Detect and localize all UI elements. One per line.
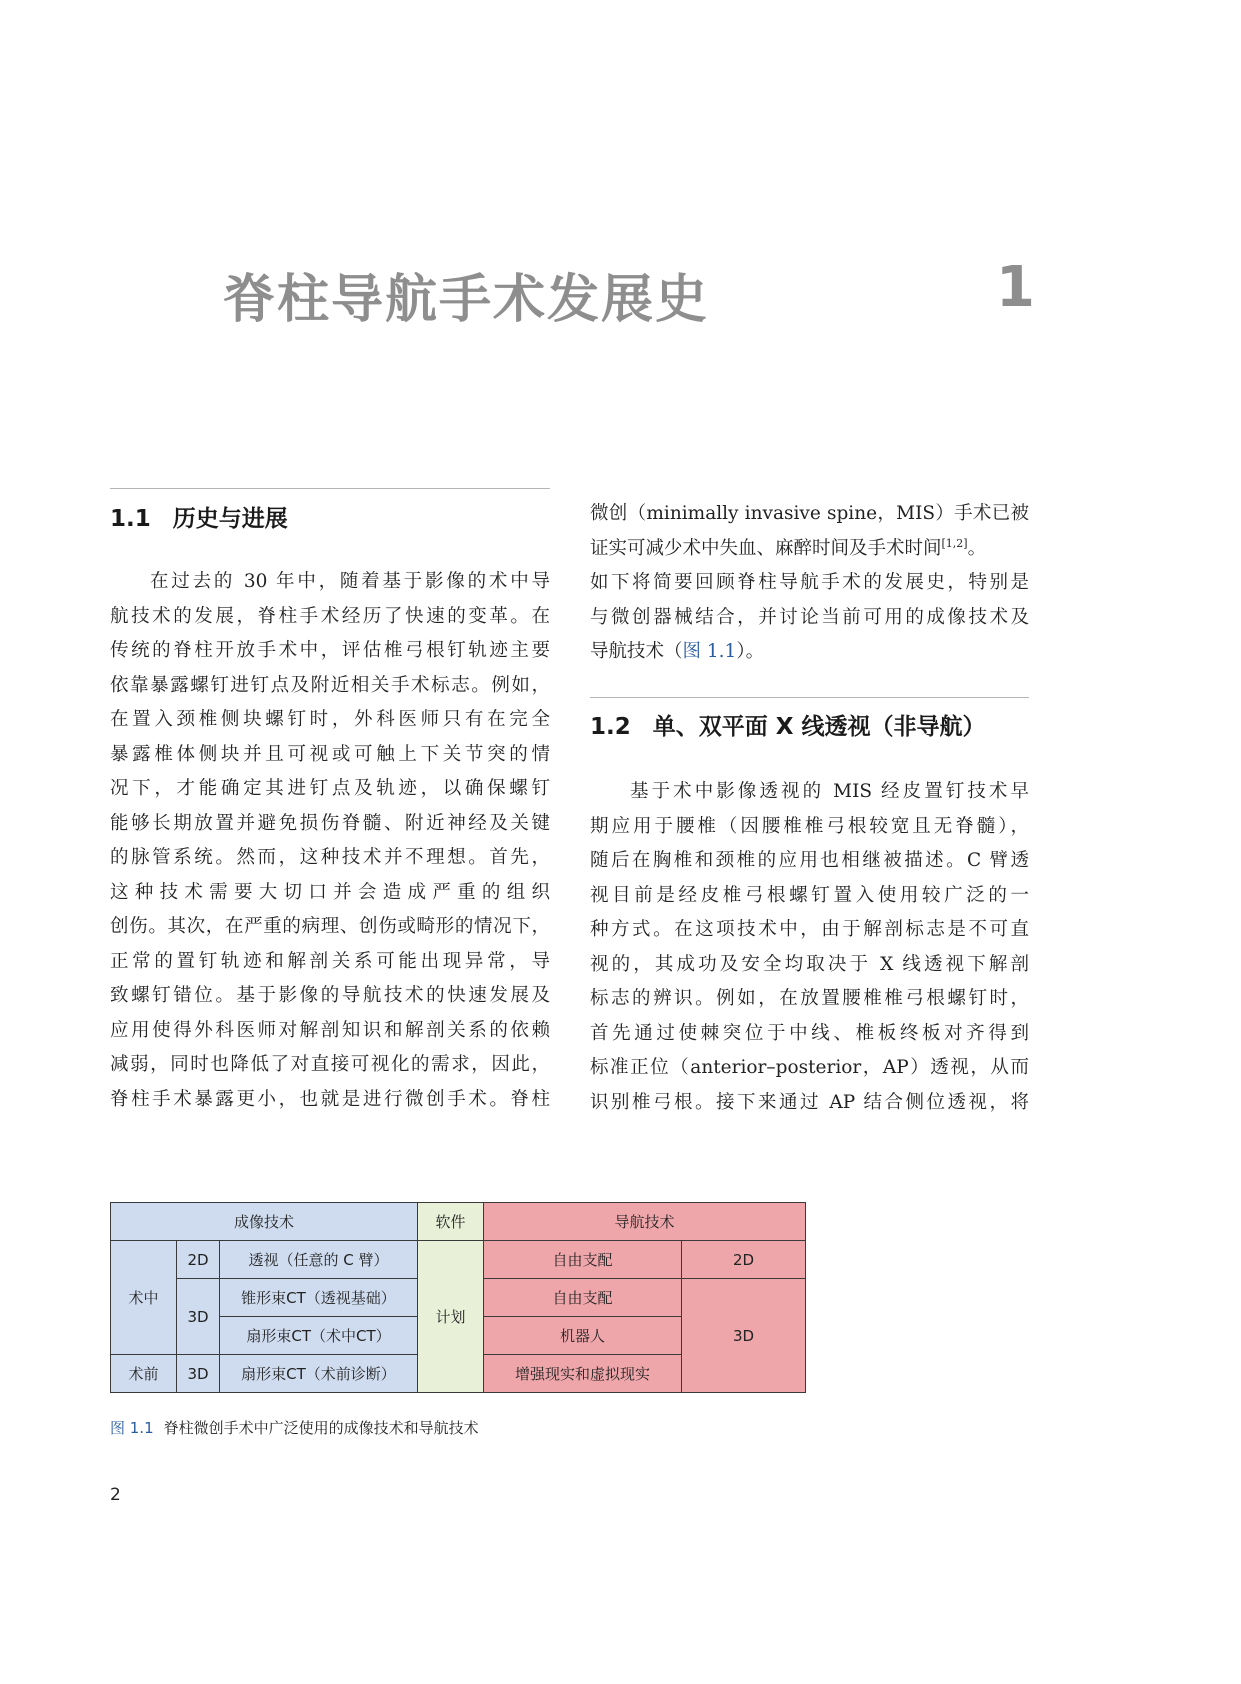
figure-caption-text: 脊柱微创手术中广泛使用的成像技术和导航技术 — [163, 1419, 479, 1437]
navigation-dimension-cell: 2D — [682, 1241, 806, 1279]
header-software: 软件 — [418, 1203, 484, 1241]
text-line: 能够长期放置并避免损伤脊髓、附近神经及关键 — [110, 812, 550, 834]
text-line: 标志的辨识。例如，在放置腰椎椎弓根螺钉时， — [590, 988, 1029, 1009]
section-heading-1-1 — [110, 500, 288, 533]
citation: [1,2] — [941, 536, 968, 550]
text-line: 传统的脊柱开放手术中，评估椎弓根钉轨迹主要 — [110, 640, 550, 661]
chapter-number: 1 — [996, 255, 1035, 320]
text-line: 暴露椎体侧块并且可视或可触上下关节突的情 — [110, 743, 550, 765]
section-divider — [110, 488, 550, 489]
row-label-intraop: 术中 — [111, 1241, 177, 1355]
navigation-dimension-cell: 3D — [682, 1279, 806, 1393]
figure-table — [110, 1202, 806, 1393]
navigation-cell: 自由支配 — [484, 1241, 682, 1279]
text-line: 识别椎弓根。接下来通过 AP 结合侧位透视，将 — [590, 1091, 1029, 1113]
section-title: 单、双平面 X 线透视（非导航） — [652, 714, 986, 740]
text-line: 微创（minimally invasive spine，MIS）手术已被 — [590, 503, 1029, 524]
figure-caption — [110, 1417, 479, 1438]
figure-caption-label: 图 1.1 — [110, 1419, 154, 1437]
text-line: 基于术中影像透视的 MIS 经皮置钉技术早 — [630, 781, 1029, 802]
text-fragment: 导航技术（ — [590, 641, 683, 662]
text-line — [590, 635, 1029, 670]
section-heading-1-2 — [590, 708, 986, 741]
section-number: 1.1 — [110, 506, 151, 532]
figure-reference-link[interactable]: 图 1.1 — [682, 641, 737, 662]
dimension-cell: 3D — [177, 1279, 220, 1355]
text-fragment: ）。 — [736, 641, 765, 662]
text-line: 正常的置钉轨迹和解剖关系可能出现异常，导 — [110, 950, 550, 972]
text-fragment: 证实可减少术中失血、麻醉时间及手术时间 — [590, 537, 942, 559]
text-line: 依靠暴露螺钉进钉点及附近相关手术标志。例如， — [110, 674, 550, 696]
text-line: 视目前是经皮椎弓根螺钉置入使用较广泛的一 — [590, 884, 1029, 906]
page-number: 2 — [110, 1485, 121, 1505]
text-line: 在过去的 30 年中，随着基于影像的术中导 — [150, 571, 550, 592]
text-line: 与微创器械结合，并讨论当前可用的成像技术及 — [590, 606, 1029, 628]
imaging-cell: 透视（任意的 C 臂） — [220, 1241, 418, 1279]
text-line: 随后在胸椎和颈椎的应用也相继被描述。C 臂透 — [590, 850, 1029, 871]
text-line: 脊柱手术暴露更小，也就是进行微创手术。脊柱 — [110, 1088, 550, 1110]
navigation-cell: 机器人 — [484, 1317, 682, 1355]
section-divider — [590, 697, 1029, 698]
chapter-title: 脊柱导航手术发展史 — [223, 270, 710, 330]
body-text-right — [590, 775, 1029, 1120]
text-line: 标准正位（anterior–posterior，AP）透视，从而 — [590, 1057, 1029, 1078]
text-line: 视的，其成功及安全均取决于 X 线透视下解剖 — [590, 953, 1029, 975]
body-text-left — [110, 565, 550, 1117]
text-line: 首先通过使棘突位于中线、椎板终板对齐得到 — [590, 1022, 1029, 1044]
dimension-cell: 2D — [177, 1241, 220, 1279]
header-imaging: 成像技术 — [111, 1203, 418, 1241]
navigation-cell: 自由支配 — [484, 1279, 682, 1317]
text-fragment: 。 — [967, 537, 987, 559]
text-line: 减弱，同时也降低了对直接可视化的需求，因此， — [110, 1054, 550, 1075]
header-navigation: 导航技术 — [484, 1203, 806, 1241]
text-line: 这种技术需要大切口并会造成严重的组织 — [110, 881, 550, 903]
text-line: 航技术的发展，脊柱手术经历了快速的变革。在 — [110, 605, 550, 627]
imaging-cell: 扇形束CT（术前诊断） — [220, 1355, 418, 1393]
body-text-right-top — [590, 497, 1029, 670]
text-line: 创伤。其次，在严重的病理、创伤或畸形的情况下， — [110, 916, 550, 937]
dimension-cell: 3D — [177, 1355, 220, 1393]
text-line: 如下将简要回顾脊柱导航手术的发展史，特别是 — [590, 572, 1029, 593]
imaging-cell: 扇形束CT（术中CT） — [220, 1317, 418, 1355]
text-line: 期应用于腰椎（因腰椎椎弓根较宽且无脊髓）， — [590, 815, 1029, 837]
text-line: 况下，才能确定其进钉点及轨迹，以确保螺钉 — [110, 778, 550, 799]
text-line — [590, 532, 1029, 567]
text-line: 种方式。在这项技术中，由于解剖标志是不可直 — [590, 919, 1029, 940]
software-cell: 计划 — [418, 1241, 484, 1393]
imaging-cell: 锥形束CT（透视基础） — [220, 1279, 418, 1317]
text-line: 在置入颈椎侧块螺钉时，外科医师只有在完全 — [110, 709, 550, 730]
section-number: 1.2 — [590, 714, 631, 740]
text-line: 应用使得外科医师对解剖知识和解剖关系的依赖 — [110, 1019, 550, 1041]
section-title: 历史与进展 — [172, 506, 288, 532]
text-line: 致螺钉错位。基于影像的导航技术的快速发展及 — [110, 985, 550, 1006]
text-line: 的脉管系统。然而，这种技术并不理想。首先， — [110, 847, 550, 868]
row-label-preop: 术前 — [111, 1355, 177, 1393]
navigation-cell: 增强现实和虚拟现实 — [484, 1355, 682, 1393]
